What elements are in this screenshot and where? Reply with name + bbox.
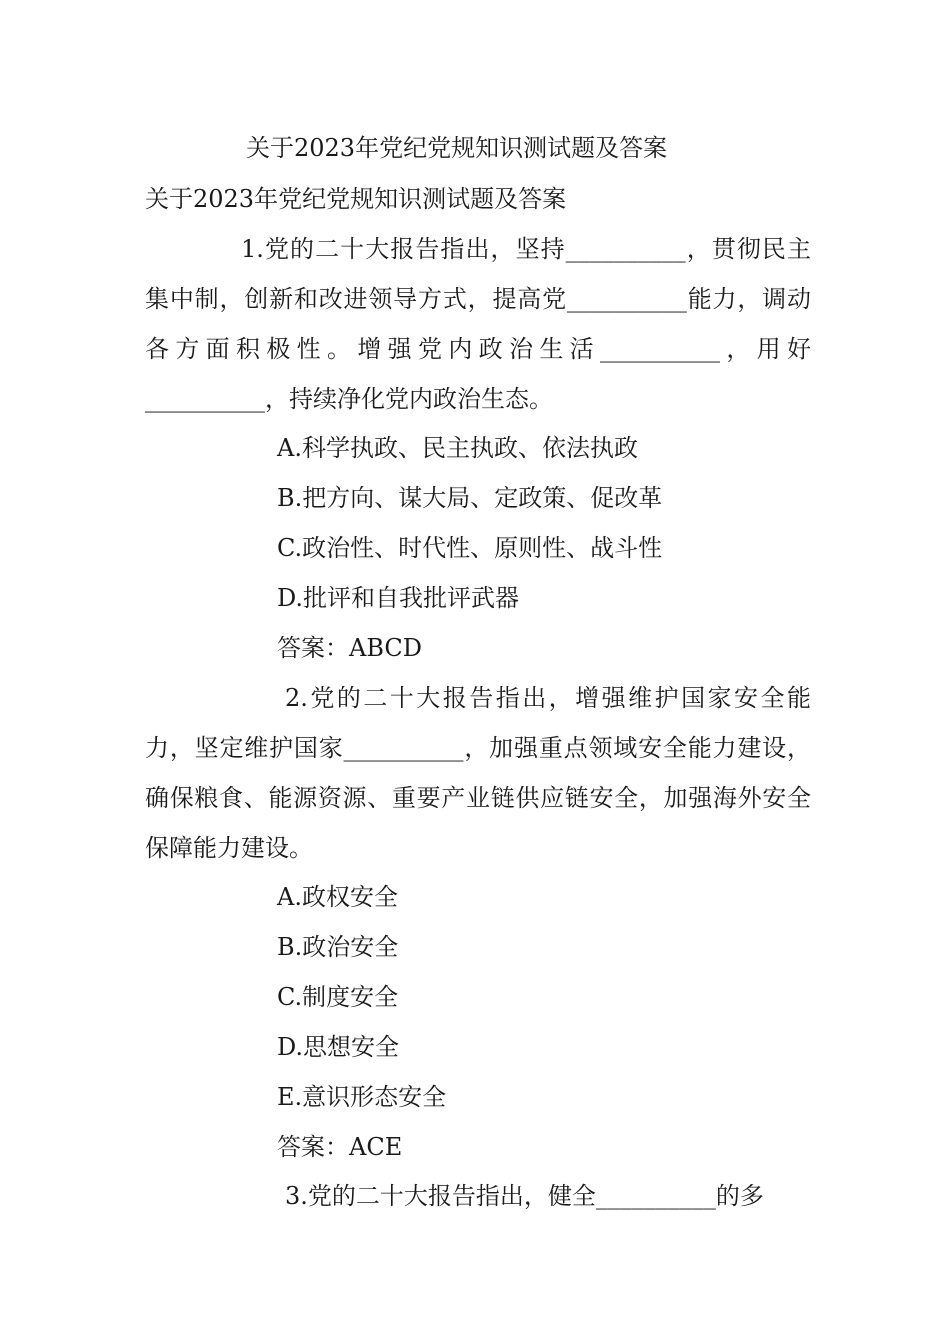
question-1-option-a: A.科学执政、民主执政、依法执政 [277,434,638,462]
document-subtitle: 关于2023年党纪党规知识测试题及答案 [145,185,567,213]
question-2-option-e: E.意识形态安全 [277,1083,447,1111]
question-1-answer: 答案：ABCD [277,634,423,662]
question-2-option-c: C.制度安全 [277,983,399,1011]
question-1-text: 1.党的二十大报告指出，坚持__________，贯彻民主集中制，创新和改进领导方式，提高党__________能力，调动各方面积极性。增强党内政治生活__________，用好__________，持续净化党内政治生态。 [145,235,811,413]
question-2-option-d: D.思想安全 [277,1033,400,1061]
document-title: 关于2023年党纪党规知识测试题及答案 [246,134,668,162]
question-1-option-d: D.批评和自我批评武器 [277,584,520,612]
question-1-option-c: C.政治性、时代性、原则性、战斗性 [277,534,663,562]
question-2-answer: 答案：ACE [277,1133,403,1161]
question-2-text: 2.党的二十大报告指出，增强维护国家安全能力，坚定维护国家__________，加强重点领域安全能力建设，确保粮食、能源资源、重要产业链供应链安全，加强海外安全保障能力建设。 [145,684,811,862]
question-2-option-a: A.政权安全 [277,883,398,911]
question-3-text: 3.党的二十大报告指出，健全__________的多 [285,1182,764,1210]
question-2-option-b: B.政治安全 [277,933,399,961]
question-1-option-b: B.把方向、谋大局、定政策、促改革 [277,484,663,512]
